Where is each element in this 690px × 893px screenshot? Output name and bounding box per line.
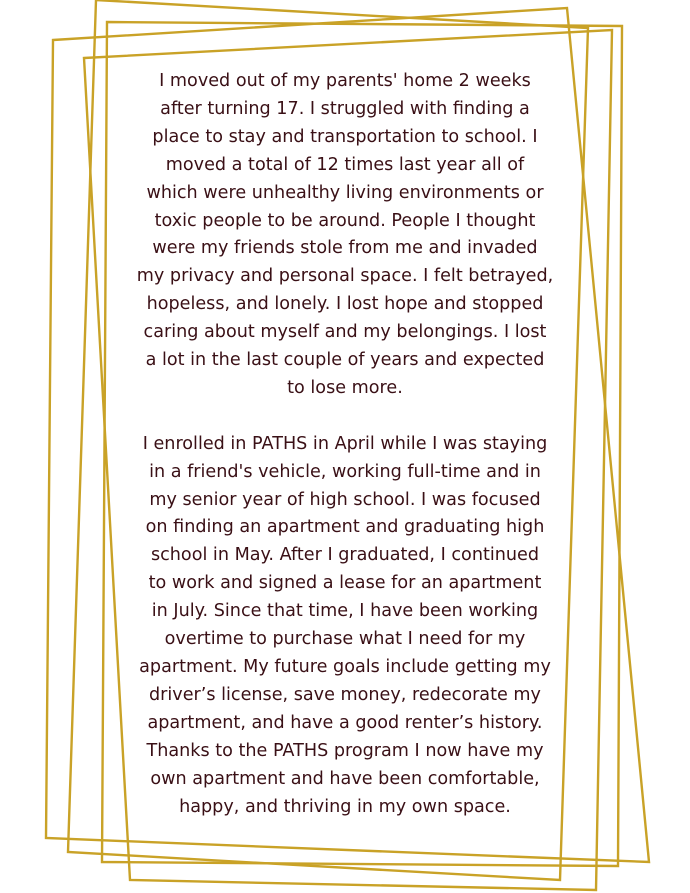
story-text [120,68,570,821]
story-paragraph-1: I moved out of my parents' home 2 weeks after turning 17. I struggled with finding a place to stay and transportation to school. I moved a total of 12 times last year all of which were unhealthy living environments or toxic people to be around. People I thought were my friends stole from me and invaded my privacy and personal space. I felt betrayed, hopeless, and lonely. I lost hope and stopped caring about myself and my belongings. I lost a lot in the last couple of years and expected to lose more. [136,71,554,398]
story-paragraph-2: I enrolled in PATHS in April while I was staying in a friend's vehicle, working full-time and in my senior year of high school. I was focused on finding an apartment and graduating high school in May. After I graduated, I continued to work and signed a lease for an apartment in July. Since that time, I have been working overtime to purchase what I need for my apartment. My future goals include getting my driver’s license, save money, redecorate my apartment, and have a good renter’s history. Thanks to the PATHS program I now have my own apartment and have been comfortable, happy, and thriving in my own space. [139,433,551,817]
